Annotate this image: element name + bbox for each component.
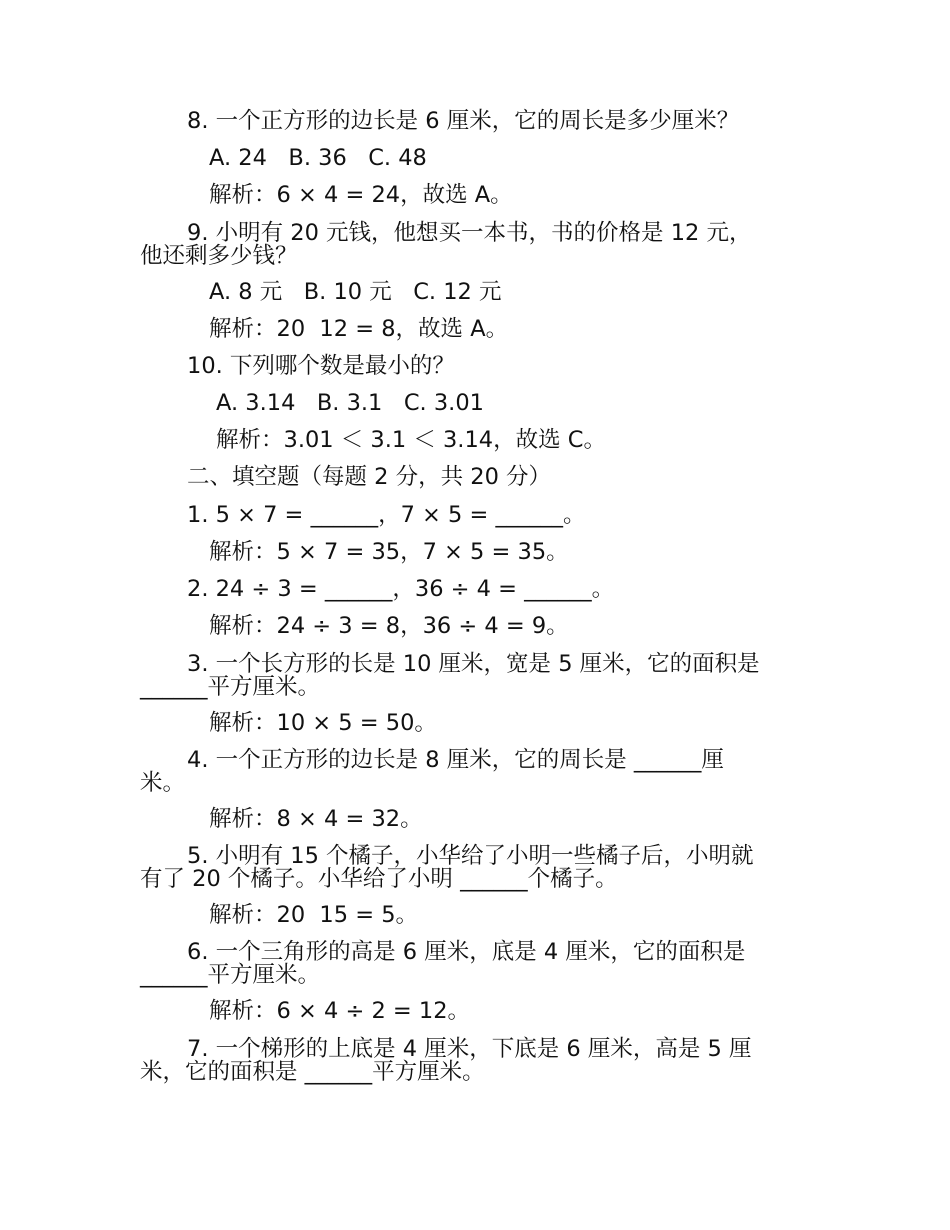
fill7-question-line1: 7. 一个梯形的上底是 4 厘米，下底是 6 厘米，高是 5 厘 (187, 1036, 752, 1062)
q10-analysis: 解析：3.01 ＜ 3.1 ＜ 3.14，故选 C。 (216, 427, 606, 453)
fill3-question-line2: ______平方厘米。 (140, 674, 321, 700)
q8-options: A. 24 B. 36 C. 48 (209, 145, 427, 171)
q9-question-line1: 9. 小明有 20 元钱，他想买一本书，书的价格是 12 元， (187, 220, 752, 246)
q9-analysis: 解析：20 12 = 8，故选 A。 (209, 316, 509, 342)
q9-question-line2: 他还剩多少钱？ (140, 243, 298, 269)
fill1-analysis: 解析：5 × 7 = 35，7 × 5 = 35。 (209, 539, 569, 565)
fill4-question-line1: 4. 一个正方形的边长是 8 厘米，它的周长是 ______厘 (187, 747, 724, 773)
fill6-analysis: 解析：6 × 4 ÷ 2 = 12。 (209, 998, 471, 1024)
q10-options: A. 3.14 B. 3.1 C. 3.01 (216, 390, 484, 416)
q10-question: 10. 下列哪个数是最小的？ (187, 353, 455, 379)
fill3-analysis: 解析：10 × 5 = 50。 (209, 710, 437, 736)
fill5-analysis: 解析：20 15 = 5。 (209, 902, 419, 928)
section-heading-fill-in: 二、填空题（每题 2 分，共 20 分） (187, 464, 552, 490)
fill4-analysis: 解析：8 × 4 = 32。 (209, 806, 423, 832)
fill2-question: 2. 24 ÷ 3 = ______，36 ÷ 4 = ______。 (187, 576, 615, 602)
q8-analysis: 解析：6 × 4 = 24，故选 A。 (209, 182, 513, 208)
fill4-question-line2: 米。 (140, 770, 186, 796)
fill1-question: 1. 5 × 7 = ______，7 × 5 = ______。 (187, 502, 586, 528)
q9-options: A. 8 元 B. 10 元 C. 12 元 (209, 279, 502, 305)
fill6-question-line2: ______平方厘米。 (140, 962, 321, 988)
q8-question: 8. 一个正方形的边长是 6 厘米，它的周长是多少厘米？ (187, 108, 740, 134)
fill6-question-line1: 6. 一个三角形的高是 6 厘米，底是 4 厘米，它的面积是 (187, 939, 746, 965)
fill5-question-line2: 有了 20 个橘子。小华给了小明 ______个橘子。 (140, 866, 618, 892)
fill2-analysis: 解析：24 ÷ 3 = 8，36 ÷ 4 = 9。 (209, 613, 569, 639)
fill7-question-line2: 米，它的面积是 ______平方厘米。 (140, 1059, 485, 1085)
fill5-question-line1: 5. 小明有 15 个橘子，小华给了小明一些橘子后，小明就 (187, 843, 754, 869)
fill3-question-line1: 3. 一个长方形的长是 10 厘米，宽是 5 厘米，它的面积是 (187, 651, 760, 677)
